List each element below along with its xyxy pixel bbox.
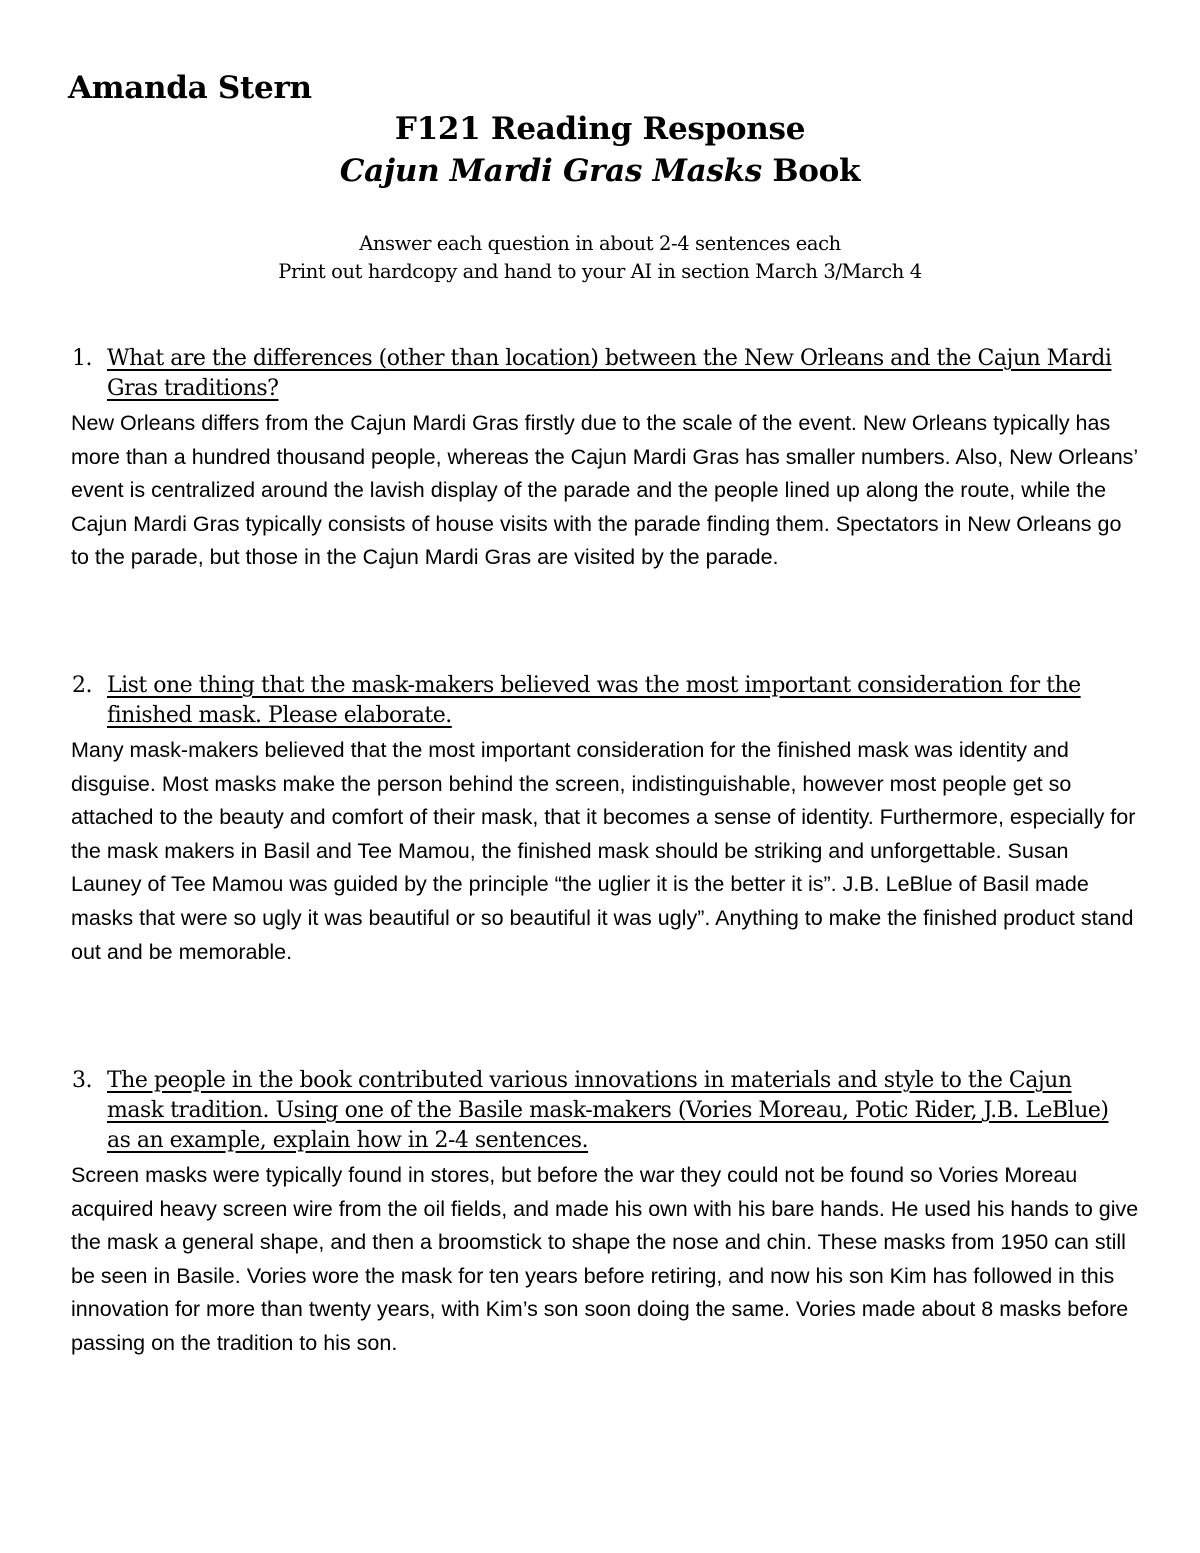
- answer-1: New Orleans differs from the Cajun Mardi Gras firstly due to the scale of the event. New Orleans typically has more than a hundred thousand people, whereas the Cajun Mardi Gras has smaller numbers. Also, New Orleans’ event is centralized around the lavish display of the parade and the people lined up along the route, while the Cajun Mardi Gras typically consists of house visits with the parade finding them. Spectators in New Orleans go to the parade, but those in the Cajun Mardi Gras are visited by the parade.: [71, 411, 1138, 570]
- question-2: [72, 671, 1132, 731]
- answer-2: Many mask-makers believed that the most important consideration for the finished mask was identity and disguise. Most masks make the person behind the screen, indistinguishable, however most people get so attached to the beauty and comfort of their mask, that it becomes a sense of identity. Furthermore, especially for the mask makers in Basil and Tee Mamou, the finished mask should be striking and unforgettable. Susan Launey of Tee Mamou was guided by the principle “the uglier it is the better it is”. J.B. LeBlue of Basil made masks that were so ugly it was beautiful or so beautiful it was ugly”. Anything to make the finished product stand out and be memorable.: [71, 738, 1136, 964]
- question-text: The people in the book contributed various innovations in materials and style to the Cajun mask tradition. Using one of the Basile mask-makers (Vories Moreau, Potic Rider, J.B. LeBlue) as an example, explain how in 2-4 sentences.: [107, 1068, 1109, 1153]
- book-word: Book: [761, 153, 861, 189]
- question-3: [72, 1066, 1132, 1156]
- author-name: Amanda Stern: [68, 70, 312, 106]
- instruction-line-2: Print out hardcopy and hand to your AI in section March 3/March 4: [278, 260, 922, 283]
- instruction-line-1: Answer each question in about 2-4 sentences each: [359, 232, 841, 255]
- book-title: Cajun Mardi Gras Masks: [339, 153, 762, 189]
- question-number: 2.: [72, 673, 92, 698]
- document-title: F121 Reading Response: [394, 111, 806, 147]
- document-subtitle: [0, 153, 1200, 189]
- question-text: List one thing that the mask-makers believed was the most important consideration for the finished mask. Please elaborate.: [107, 673, 1081, 728]
- answer-3: Screen masks were typically found in stores, but before the war they could not be found so Vories Moreau acquired heavy screen wire from the oil fields, and made his own with his bare hands. He used his hands to give the mask a general shape, and then a broomstick to shape the nose and chin. These masks from 1950 can still be seen in Basile. Vories wore the mask for ten years before retiring, and now his son Kim has followed in this innovation for more than twenty years, with Kim’s son soon doing the same. Vories made about 8 masks before passing on the tradition to his son.: [71, 1163, 1139, 1355]
- question-number: 1.: [72, 346, 92, 371]
- question-number: 3.: [72, 1068, 92, 1093]
- question-text: What are the differences (other than location) between the New Orleans and the Cajun Mardi Gras traditions?: [107, 346, 1112, 401]
- question-1: [72, 344, 1132, 404]
